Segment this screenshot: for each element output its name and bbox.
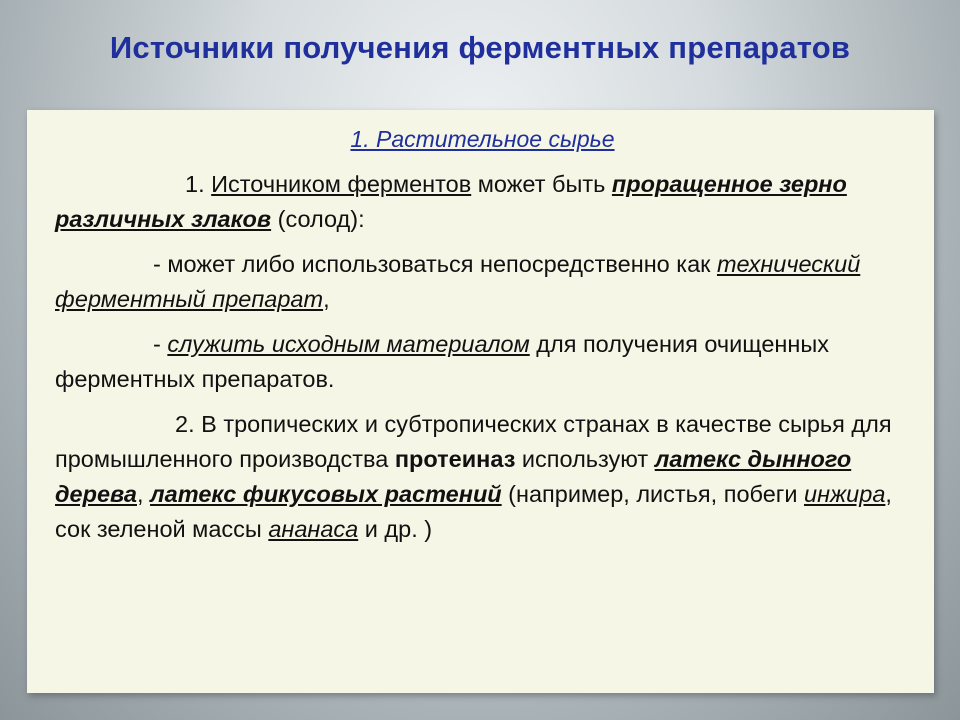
text-span-emphasis: латекс дынного дерева (55, 446, 852, 507)
text-span: - может либо использоваться непосредственно как (153, 251, 717, 277)
text-span: , сок зеленой массы (55, 481, 892, 542)
text-span: 1. (185, 171, 212, 197)
text-span-italic-underlined: инжира (804, 481, 886, 507)
text-span: 2. В тропических и субтропических странах в качестве сырья для промышленного производства (55, 411, 892, 472)
text-span: используют (515, 446, 655, 472)
text-span: (солод): (271, 206, 365, 232)
text-span: для получения очищенных ферментных препаратов. (55, 331, 830, 392)
text-span: , (323, 286, 330, 312)
paragraph-raw-material (55, 327, 910, 397)
section-heading: 1. Растительное сырье (350, 126, 615, 152)
content-box (27, 110, 934, 693)
text-span-emphasis: латекс фикусовых растений (150, 481, 502, 507)
paragraph-malt (55, 167, 910, 237)
text-span-underlined: Источником ферментов (211, 171, 472, 197)
text-span: - (153, 331, 168, 357)
text-span-italic-underlined: ананаса (268, 516, 359, 542)
text-span: и др. ) (358, 516, 433, 542)
text-span: (например, листья, побеги (501, 481, 805, 507)
text-span: может быть (471, 171, 612, 197)
text-span-bold: протеиназ (394, 446, 516, 472)
paragraph-tropical-latex (55, 407, 910, 547)
text-span-emphasis: проращенное зерно различных злаков (55, 171, 847, 232)
text-span: , (136, 481, 151, 507)
text-span-italic-underlined: служить исходным материалом (167, 331, 530, 357)
text-span-italic-underlined: технический ферментный препарат (55, 251, 861, 312)
paragraph-technical-use (55, 247, 910, 317)
slide-title: Источники получения ферментных препаратов (109, 30, 851, 65)
